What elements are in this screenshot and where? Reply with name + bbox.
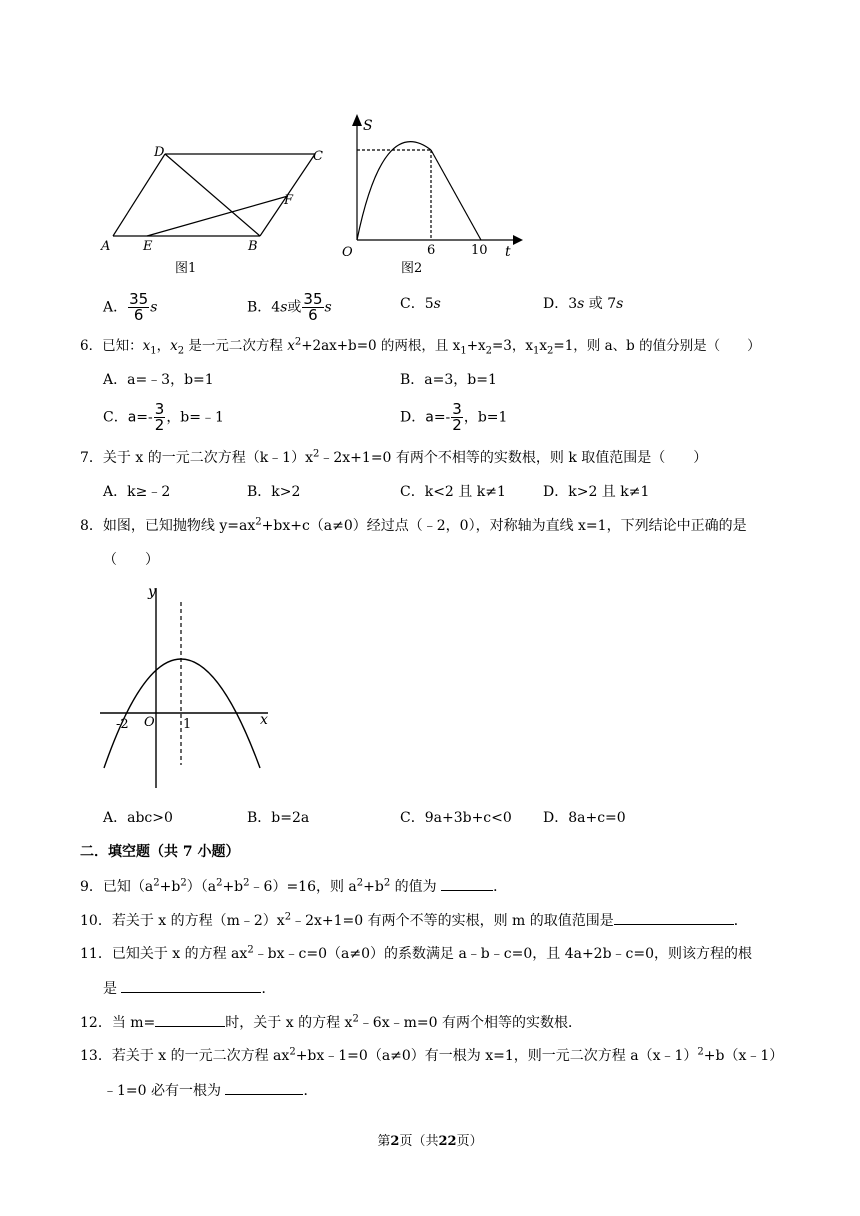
axis-t-label: t: [505, 244, 511, 260]
graph-1-label: 1: [183, 717, 192, 732]
q5-option-c: C．5s: [400, 296, 441, 312]
q6-option-c: C．a=- $\frac{3}{2}$ ，b=﹣1: [103, 400, 224, 434]
q6-option-b: B．a=3，b=1: [400, 372, 497, 388]
q9-answer-blank[interactable]: [441, 876, 493, 891]
tick-6: 6: [427, 243, 436, 258]
page-footer: 第2页（共22页）: [377, 1134, 483, 1149]
question-7-stem: 7．关于 x 的一元二次方程$(k﹣1)x^2﹣2x+1=0$ 有两个不相等的实数根，则 k 取值范围是（ ）: [80, 448, 708, 466]
q5-option-d: D．3s 或 7s: [543, 296, 624, 312]
question-8-paren: （ ）: [103, 552, 159, 568]
parabola-graph: [98, 580, 278, 795]
q12-answer-blank[interactable]: [155, 1012, 225, 1027]
figure-2: [325, 108, 525, 278]
question-10: 10．若关于 x 的方程$(m﹣2)x^2﹣2x+1=0$ 有两个不等的实根，则 m 的取值范围是 ．: [80, 911, 748, 929]
question-13: 13．若关于 x 的一元二次方程 $ax^2+bx﹣1=0(a\ne 0)$有一根为 x=1，则一元二次方程 a（x﹣1）$^2$+b（x﹣1）: [80, 1046, 784, 1064]
label-A: A: [101, 239, 111, 254]
figure-1: [95, 140, 335, 280]
axis-s-label: S: [363, 118, 373, 134]
label-D: D: [154, 145, 165, 160]
q8-option-b: B．b=2a: [247, 810, 310, 826]
q6-option-a: A．a=﹣3，b=1: [103, 372, 214, 388]
question-9: 9．已知$(a^2+b^2)(a^2+b^2﹣6)=16$，则 $a^2+b^2$ 的值为 ．: [80, 877, 508, 895]
q7-option-a: A．k≥﹣2: [103, 484, 171, 500]
q5-option-a: A． $\frac{35}{6}$ s: [103, 290, 158, 324]
question-13-line2: ﹣1=0 必有一根为 ．: [103, 1080, 317, 1101]
q8-option-d: D．8a+c=0: [543, 810, 626, 826]
question-8-stem: 8．如图，已知抛物线 $y=ax^2+bx+c(a\ne 0)$经过点（﹣2，0），对称轴为直线 x=1，下列结论中正确的是: [80, 516, 747, 534]
graph-y-label: y: [148, 584, 156, 600]
graph-origin-label: O: [144, 715, 155, 730]
section-fill-in-title: 二．填空题（共 7 小题）: [80, 844, 240, 860]
figure-1-caption: 图1: [175, 261, 197, 276]
label-E: E: [143, 239, 153, 254]
graph-neg2-label: -2: [116, 717, 129, 732]
q8-option-a: A．abc>0: [103, 810, 173, 826]
question-11: 11．已知关于 x 的方程 $ax^2﹣bx﹣c=0(a\ne 0)$的系数满足 a﹣b﹣c=0，且 4a+2b﹣c=0，则该方程的根: [80, 944, 753, 962]
question-11-line2: 是 ．: [103, 978, 275, 999]
q7-option-b: B．k>2: [247, 484, 301, 500]
graph-x-label: x: [260, 712, 268, 728]
origin-label: O: [342, 245, 353, 260]
label-C: C: [313, 149, 323, 164]
figure-2-caption: 图2: [401, 261, 423, 276]
question-6-stem: 6．已知：$x_1$，$x_2$ 是一元二次方程 $x^2+2ax+b=0$ 的两根，且 $x_1+x_2=3$，$x_1x_2=1$，则 a、b 的值分别是（ ）: [80, 336, 761, 357]
q10-answer-blank[interactable]: [614, 910, 734, 925]
q11-answer-blank[interactable]: [121, 978, 261, 993]
q7-option-c: C．k<2 且 k≠1: [400, 484, 506, 500]
q7-option-d: D．k>2 且 k≠1: [543, 484, 650, 500]
tick-10: 10: [471, 243, 488, 258]
q8-option-c: C．9a+3b+c<0: [400, 810, 512, 826]
q13-answer-blank[interactable]: [225, 1080, 303, 1095]
q6-option-d: D．a=- $\frac{3}{2}$ ，b=1: [400, 400, 508, 434]
question-12: 12．当 m= 时，关于 x 的方程 $x^2﹣6x﹣m=0$ 有两个相等的实数根．: [80, 1013, 582, 1031]
q5-option-b: B．4s或 $\frac{35}{6}$ s: [247, 290, 332, 324]
label-F: F: [284, 193, 294, 208]
label-B: B: [248, 239, 258, 254]
